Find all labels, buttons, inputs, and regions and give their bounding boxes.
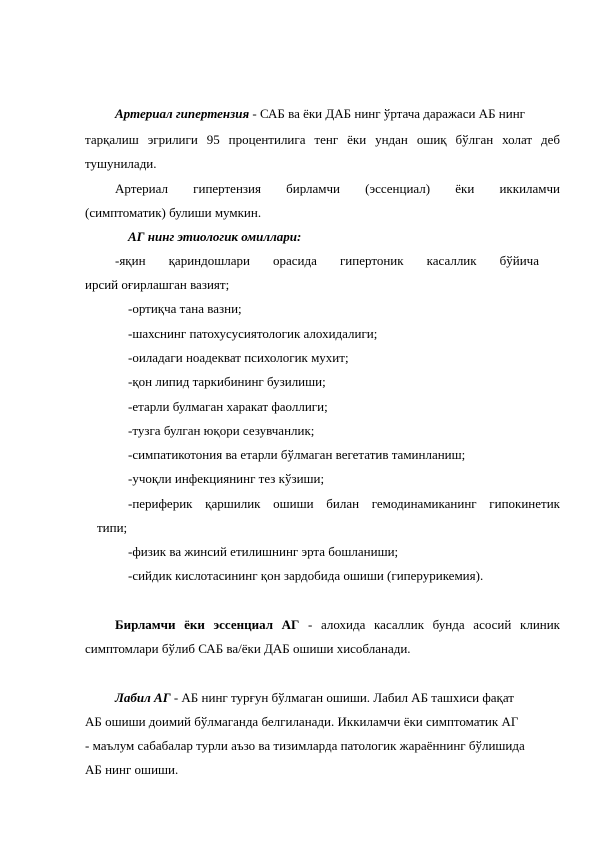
etiology-item-peripheral-line2: типи;	[97, 520, 128, 535]
etiology-item: -шахснинг патохусусиятологик алохидалиги;	[128, 326, 378, 341]
para1-text-a: - САБ ва ёки ДАБ нинг ўртача даражаси АБ нинг	[249, 106, 525, 121]
para3-line1	[115, 617, 560, 633]
term-essential-hypertension: Бирламчи ёки эссенциал АГ	[115, 617, 300, 632]
etiology-item: -ортиқча тана вазни;	[128, 301, 242, 316]
para4-text-a: - АБ нинг турғун бўлмаган ошиши. Лабил АБ ташхиси фақат	[170, 690, 514, 705]
para2-line1: Артериал гипертензия бирламчи (эссенциал) ёки иккиламчи	[115, 181, 560, 196]
etiology-item-heredity-line2: ирсий оғирлашган вазият;	[85, 277, 230, 292]
para3-line2: симптомлари бўлиб САБ ва/ёки ДАБ ошиши хисобланади.	[85, 641, 411, 656]
para3-text-a: - алохида касаллик бунда асосий клиник	[299, 617, 560, 632]
para1-line2: тарқалиш эгрилиги 95 процентилига тенг ёки ундан ошиқ бўлган холат деб	[85, 132, 560, 147]
etiology-item: -тузга булган юқори сезувчанлик;	[128, 423, 315, 438]
term-arterial-hypertension: Артериал гипертензия	[115, 106, 250, 121]
etiology-item-peripheral-line1: -периферик қаршилик ошиши билан гемодинамиканинг гипокинетик	[128, 496, 560, 511]
etiology-item: -қон липид таркибининг бузилиши;	[128, 374, 326, 389]
para2-line2: (симптоматик) булиши мумкин.	[85, 205, 262, 220]
etiology-item: -физик ва жинсий етилишнинг эрта бошланиши;	[128, 544, 399, 559]
etiology-item: -оиладаги ноадекват психологик мухит;	[128, 350, 349, 365]
etiology-item: -симпатикотония ва етарли бўлмаган вегетатив таминланиш;	[128, 447, 466, 462]
etiology-item: -сийдик кислотасининг қон зардобида ошиши (гиперурикемия).	[128, 568, 484, 583]
etiology-item: -етарли булмаган харакат фаоллиги;	[128, 399, 328, 414]
etiology-item-heredity-line1: -яқин қариндошлари орасида гипертоник касаллик бўйича	[115, 253, 539, 268]
para4-line4: АБ нинг ошиши.	[85, 762, 179, 777]
para4-line2: АБ ошиши доимий бўлмаганда белгиланади. Иккиламчи ёки симптоматик АГ	[85, 714, 519, 729]
term-labile-hypertension: Лабил АГ	[115, 690, 171, 705]
para1-line1	[115, 106, 560, 122]
para4-line3: - маълум сабабалар турли аъзо ва тизимларда патологик жараённинг бўлишида	[85, 738, 525, 753]
etiology-item: -учоқли инфекциянинг тез кўзиши;	[128, 471, 325, 486]
etiology-heading: АГ нинг этиологик омиллари:	[128, 229, 302, 244]
para4-line1	[115, 690, 514, 706]
para1-line3: тушунилади.	[85, 156, 157, 171]
